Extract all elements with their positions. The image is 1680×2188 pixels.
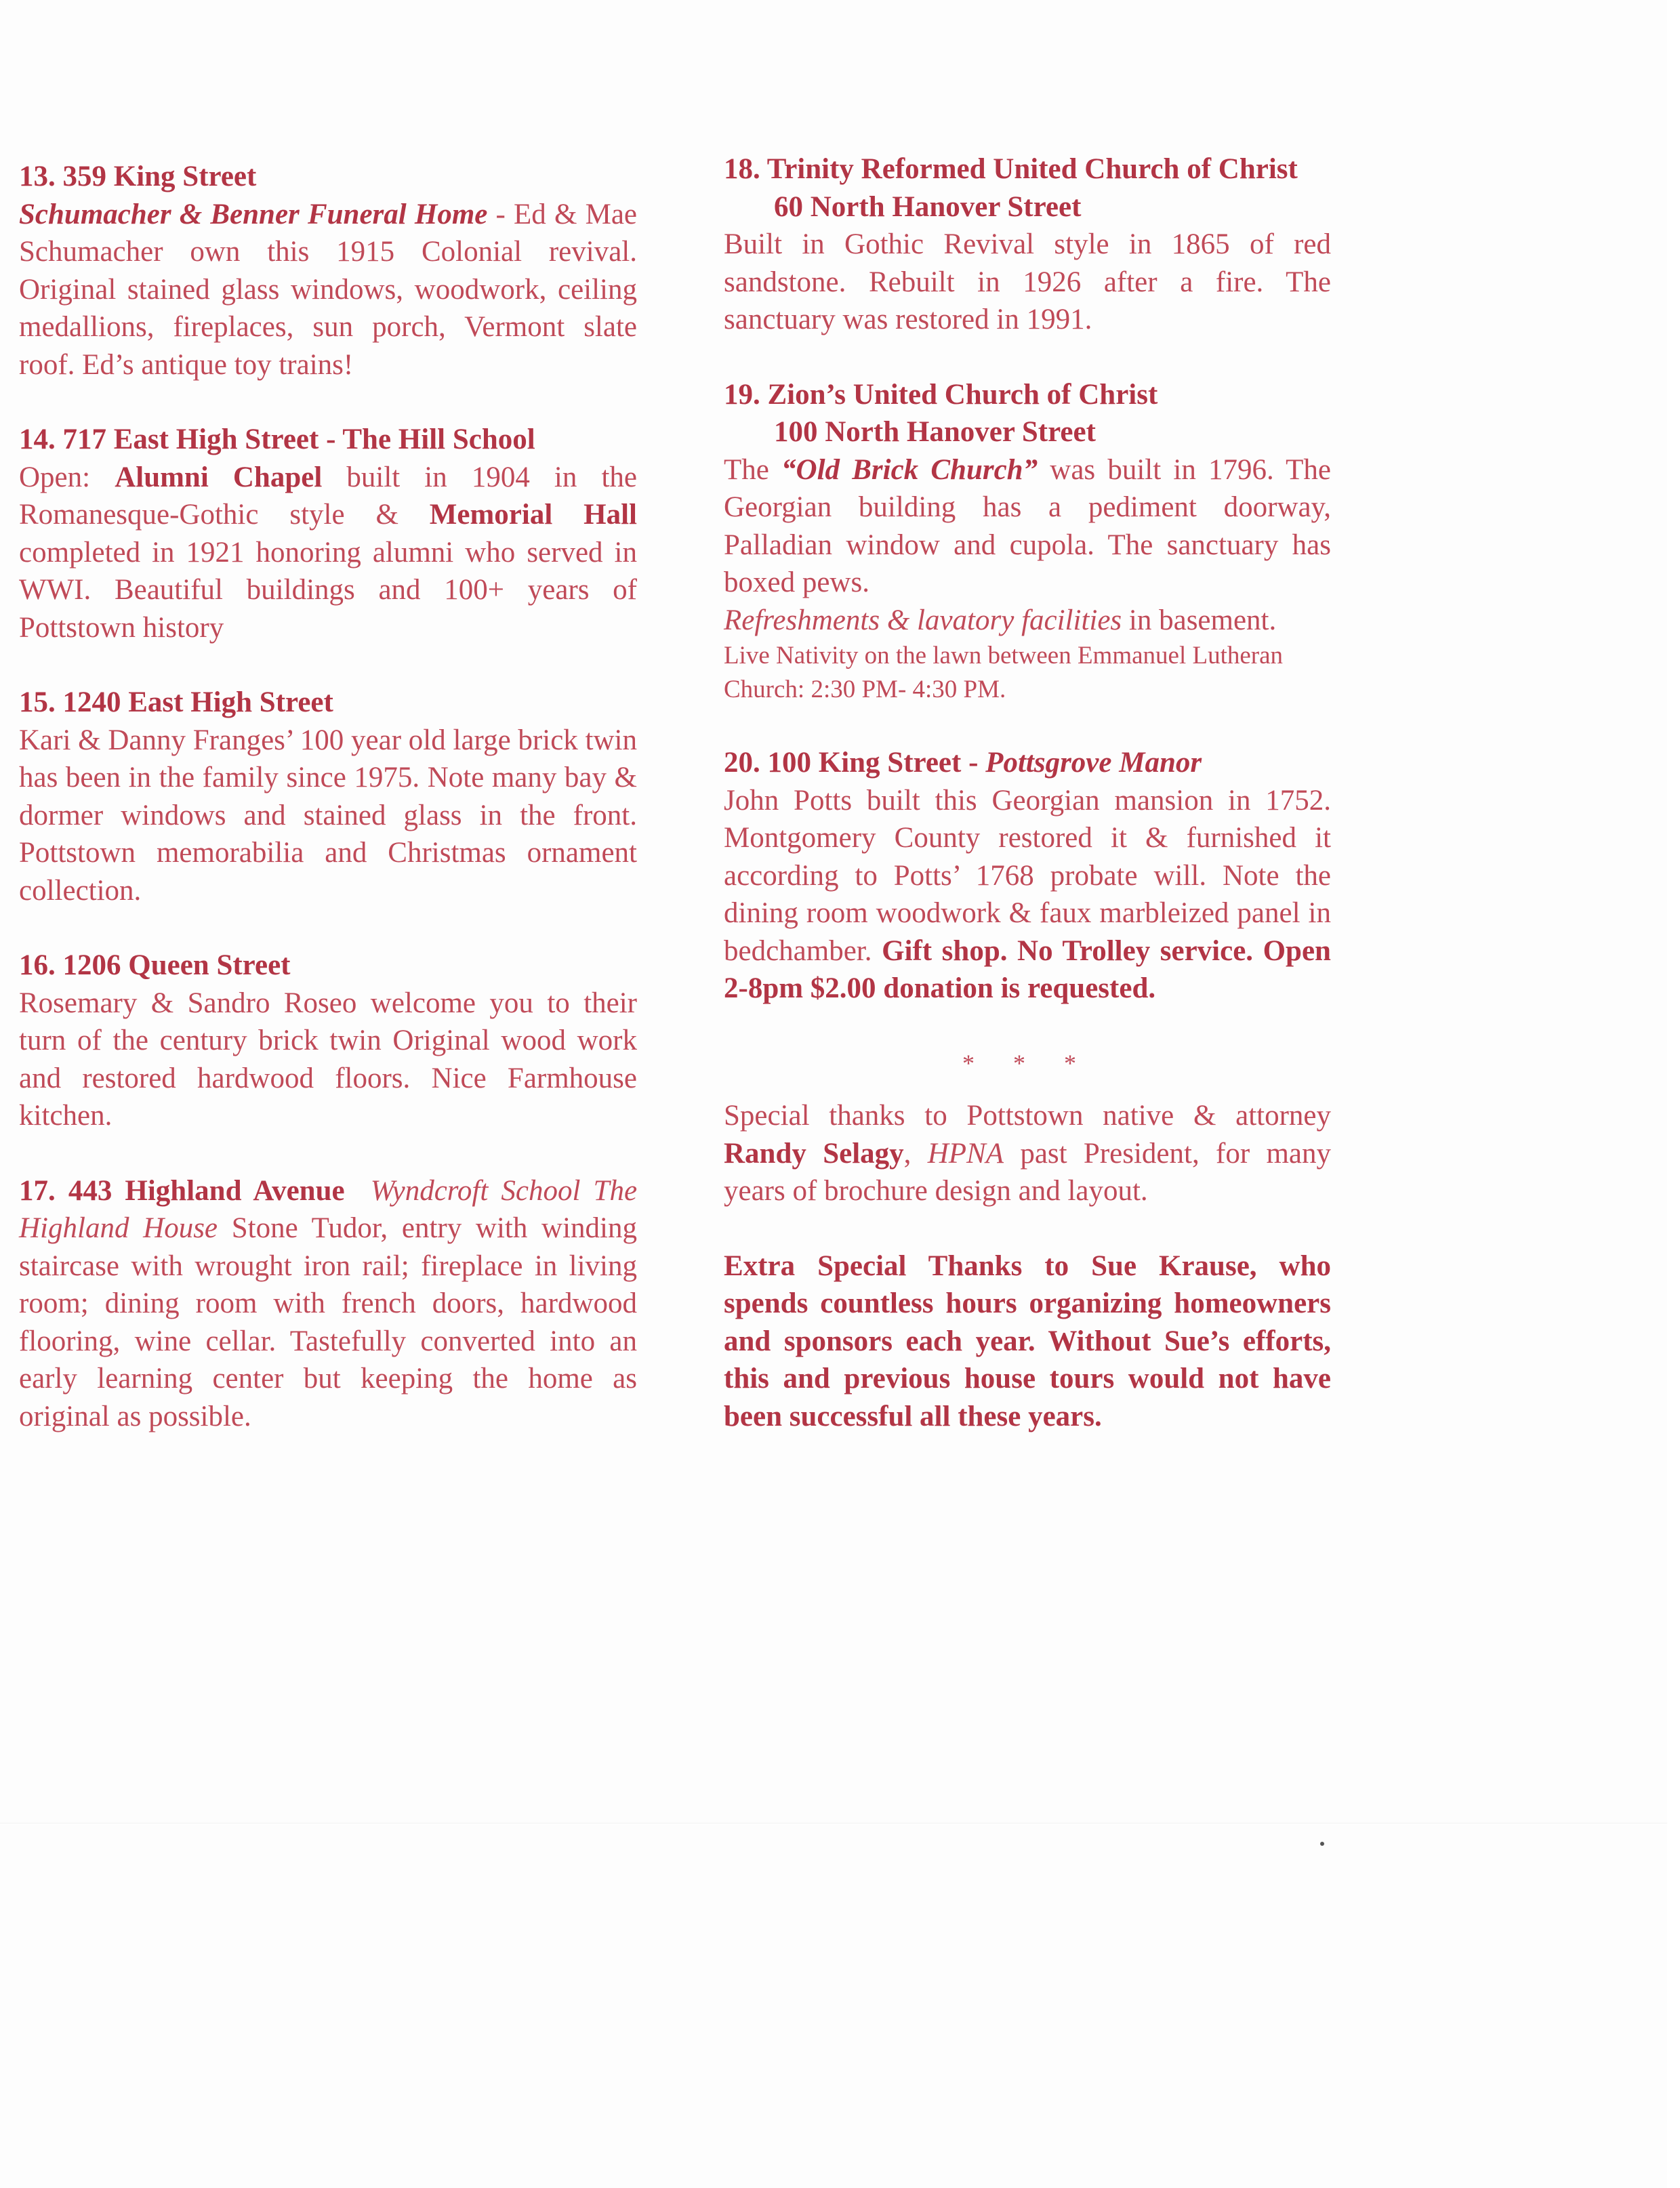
entry-heading: 19. Zion’s United Church of Christ	[724, 378, 1158, 411]
tour-entry-17	[19, 1172, 637, 1436]
entry-description: Rosemary & Sandro Roseo welcome you to their turn of the century brick twin Original wood work and restored hardwood floors. Nice Farmhouse kitchen.	[19, 987, 637, 1132]
entry-heading: 14. 717 East High Street - The Hill School	[19, 424, 535, 455]
alumni-chapel-label: Alumni Chapel	[115, 461, 323, 493]
entry-heading-italic: Pottsgrove Manor	[985, 747, 1202, 779]
entry-text: John Potts built this Georgian mansion in 1752. Montgomery County restored it & furnished it according to Potts’ 1768 probate will. Note the dining room woodwork & faux marbleized panel in bedchamber.	[724, 784, 1331, 967]
left-column	[19, 158, 637, 1472]
entry-heading: 17. 443 Highland Avenue	[19, 1174, 345, 1207]
house-name: The Highland House	[19, 1174, 638, 1244]
old-brick-church-label: “Old Brick Church”	[781, 453, 1038, 486]
thanks-text: past President, for many years of brochure design and layout.	[724, 1137, 1331, 1207]
entry-heading-line	[724, 744, 1331, 782]
tour-entry-19	[724, 376, 1331, 707]
nativity-note: Live Nativity on the lawn between Emmanuel Lutheran Church: 2:30 PM- 4:30 PM.	[724, 642, 1284, 703]
entry-text: in basement.	[1122, 604, 1277, 636]
entry-description	[724, 451, 1331, 602]
entry-text: The	[724, 453, 782, 486]
thanks-name: Randy Selagy	[724, 1137, 904, 1170]
extra-special-thanks: Extra Special Thanks to Sue Krause, who spends countless hours organizing homeowners and sponsors each year. Without Sue’s efforts, this and previous house tours would not have been successful all these years.	[724, 1250, 1331, 1432]
entry-text: was built in 1796. The Georgian building has a pediment doorway, Palladian window and cupola. The sanctuary has boxed pews.	[724, 453, 1332, 598]
tour-entry-20	[724, 744, 1331, 1008]
entry-heading: 15. 1240 East High Street	[19, 686, 333, 718]
entry-heading: 16. 1206 Queen Street	[19, 949, 291, 981]
entry-address: 60 North Hanover Street	[774, 190, 1082, 223]
special-thanks	[724, 1097, 1331, 1210]
entry-description: Kari & Danny Franges’ 100 year old large brick twin has been in the family since 1975. Note many bay & dormer windows and stained glass in the front. Pottstown memorabilia and Christmas ornament collection.	[19, 724, 637, 907]
entry-text: Stone Tudor, entry with winding staircase with wrought iron rail; fireplace in living room; dining room with french doors, hardwood flooring, wine cellar. Tastefully converted into an early learning center but keeping the home as original as possible.	[19, 1212, 637, 1432]
entry-heading: 18. Trinity Reformed United Church of Christ	[724, 153, 1298, 185]
entry-heading: 20. 100 King Street -	[724, 747, 986, 779]
thanks-org: HPNA	[927, 1137, 1004, 1170]
entry-heading: 13. 359 King Street	[19, 161, 257, 192]
section-divider: * * *	[962, 1049, 1092, 1077]
entry-description	[19, 196, 637, 384]
school-name: Wyndcroft School	[370, 1174, 581, 1207]
entry-text: completed in 1921 honoring alumni who served in WWI. Beautiful buildings and 100+ years of Pottstown history	[19, 536, 637, 644]
thanks-text: ,	[903, 1137, 928, 1170]
entry-description	[19, 1172, 637, 1436]
entry-description: Built in Gothic Revival style in 1865 of red sandstone. Rebuilt in 1926 after a fire. The sanctuary was restored in 1991.	[724, 228, 1331, 335]
entry-text: Open:	[19, 461, 115, 493]
scan-edge	[1667, 0, 1680, 2188]
scan-speck	[1320, 1842, 1324, 1846]
tour-entry-18	[724, 150, 1331, 339]
entry-description	[724, 782, 1331, 1008]
refreshments-line	[724, 602, 1331, 640]
entry-text: built in 1904 in the Romanesque-Gothic style &	[19, 461, 637, 531]
thanks-text: Special thanks to Pottstown native & attorney	[724, 1100, 1331, 1132]
tour-entry-15	[19, 684, 637, 909]
entry-bold-note: Gift shop. No Trolley service. Open 2-8pm $2.00 donation is requested.	[724, 934, 1331, 1004]
tour-entry-16	[19, 947, 637, 1135]
right-column	[724, 150, 1331, 1472]
entry-address: 100 North Hanover Street	[774, 416, 1096, 448]
entry-name: Schumacher & Benner Funeral Home	[19, 198, 488, 230]
tour-entry-13	[19, 158, 637, 384]
entry-text: - Ed & Mae Schumacher own this 1915 Colonial revival. Original stained glass windows, woodwork, ceiling medallions, fireplaces, sun porch, Vermont slate roof. Ed’s antique toy trains!	[19, 198, 637, 381]
memorial-hall-label: Memorial Hall	[429, 499, 637, 531]
entry-description	[19, 459, 637, 647]
tour-entry-14	[19, 421, 637, 646]
refreshments-label: Refreshments & lavatory facilities	[724, 604, 1122, 636]
